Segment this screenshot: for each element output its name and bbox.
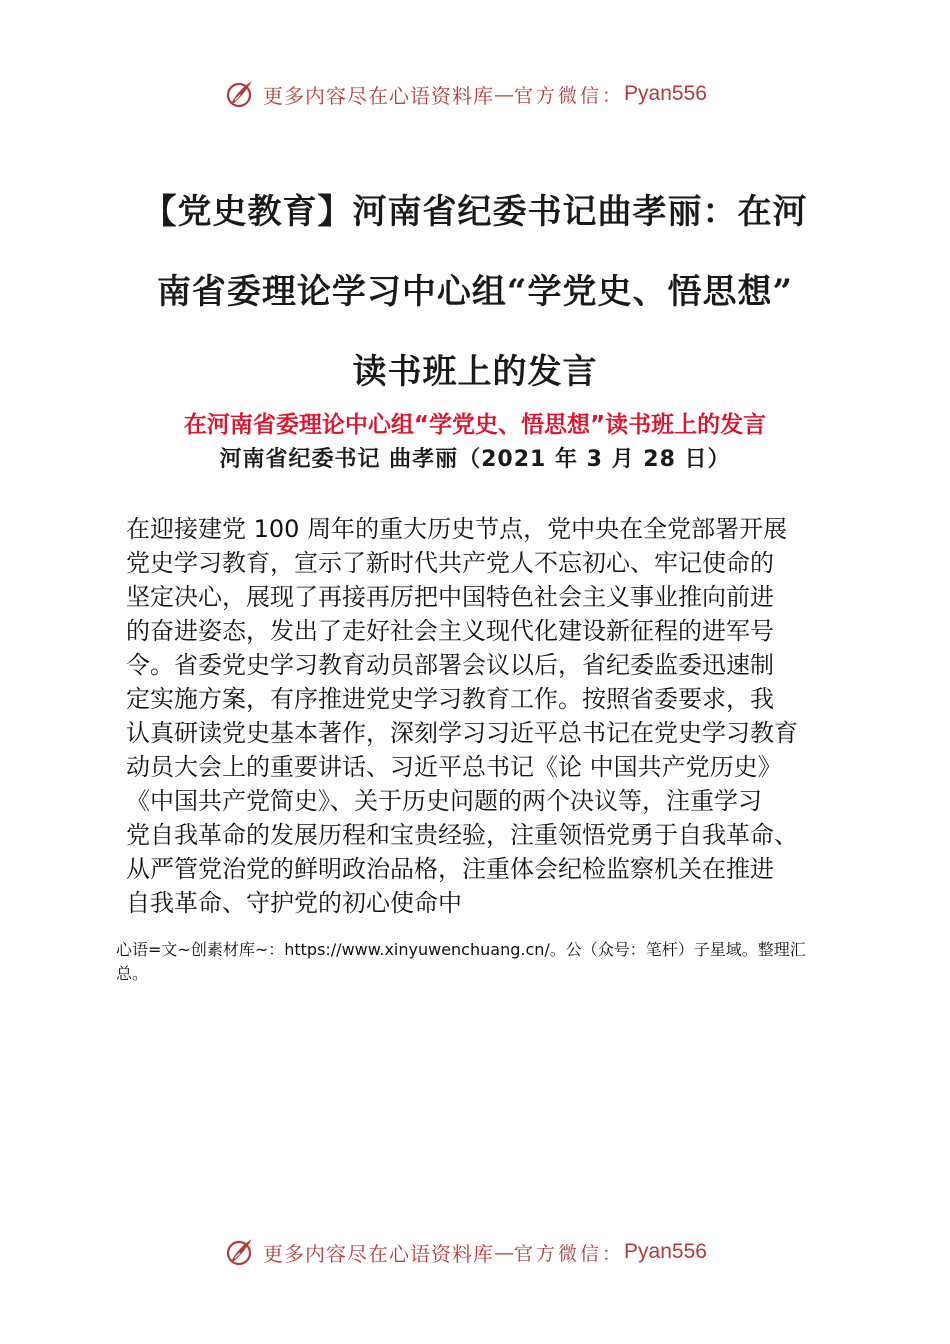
body-line: 认真研读党史基本著作，深刻学习习近平总书记在党史学习教育 <box>126 719 798 747</box>
body-line: 从严管党治党的鲜明政治品格，注重体会纪检监察机关在推进 <box>126 855 774 883</box>
header-banner <box>0 74 950 114</box>
banner-wechat-id: Pyan556 <box>624 1240 707 1263</box>
title-line: 【党史教育】河南省纪委书记曲孝丽：在河 <box>142 192 808 232</box>
body-line: 动员大会上的重要讲话、习近平总书记《论 中国共产党历史》 <box>126 753 782 781</box>
title-line: 南省委理论学习中心组“学党史、悟思想” <box>156 272 794 312</box>
author-line: 河南省纪委书记 曲孝丽（2021 年 3 月 28 日） <box>219 447 731 472</box>
banner-wechat-id: Pyan556 <box>624 82 707 105</box>
source-note-line: 心语=文~创素材库~：https://www.xinyuwenchuang.cn/。公（众号：笔杆）子星域。整理汇 <box>116 940 806 959</box>
body-line: 《中国共产党简史》、关于历史问题的两个决议等，注重学习 <box>126 787 762 815</box>
banner-wechat-label: 官方微信： <box>514 84 625 107</box>
body-line: 令。省委党史学习教育动员部署会议以后，省纪委监委迅速制 <box>126 651 774 679</box>
banner-text: 更多内容尽在心语资料库 <box>263 1241 495 1266</box>
source-note-line: 总。 <box>116 964 149 983</box>
body-line: 定实施方案，有序推进党史学习教育工作。按照省委要求，我 <box>126 685 774 713</box>
title-line: 读书班上的发言 <box>352 352 598 392</box>
body-line: 党史学习教育，宣示了新时代共产党人不忘初心、牢记使命的 <box>126 549 774 577</box>
body-line: 党自我革命的发展历程和宝贵经验，注重领悟党勇于自我革命、 <box>126 821 798 849</box>
banner-wechat-label: 官方微信： <box>514 1242 625 1265</box>
banner-text: 更多内容尽在心语资料库 <box>263 83 495 108</box>
banner-separator: — <box>494 82 515 106</box>
body-line: 在迎接建党 100 周年的重大历史节点，党中央在全党部署开展 <box>126 515 788 543</box>
quill-seal-icon <box>225 1236 255 1268</box>
document-title <box>110 172 840 412</box>
body-paragraph <box>126 512 841 920</box>
body-line: 的奋进姿态，发出了走好社会主义现代化建设新征程的进军号 <box>126 617 774 645</box>
banner-separator: — <box>494 1240 515 1264</box>
source-note <box>116 938 876 986</box>
document-subtitle: 在河南省委理论中心组“学党史、悟思想”读书班上的发言 <box>183 412 767 438</box>
footer-banner <box>0 1232 950 1272</box>
body-line: 坚定决心，展现了再接再厉把中国特色社会主义事业推向前进 <box>126 583 774 611</box>
body-line: 自我革命、守护党的初心使命中 <box>126 889 462 917</box>
quill-seal-icon <box>225 78 255 110</box>
